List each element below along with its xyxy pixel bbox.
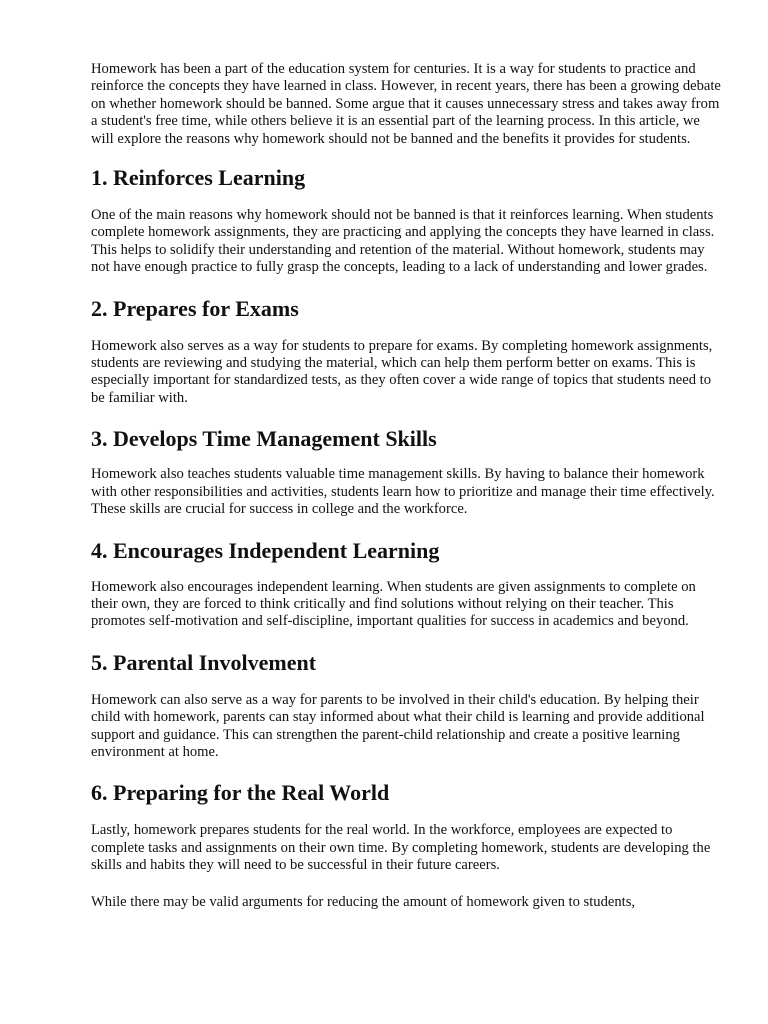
document-page: [91, 61, 723, 911]
section-heading: 6. Preparing for the Real World: [91, 780, 390, 806]
closing-paragraph: While there may be valid arguments for reducing the amount of homework given to students,: [91, 893, 636, 910]
section-heading: 4. Encourages Independent Learning: [91, 537, 440, 563]
section-independent-learning: [91, 538, 723, 631]
section-heading: 3. Develops Time Management Skills: [91, 426, 437, 452]
section-prepares-for-exams: [91, 296, 723, 408]
section-paragraph: Homework also serves as a way for students to prepare for exams. By completing homework assignments, students are reviewing and studying the material, which can help them perform better on exams. This is especially important for standardized tests, as they often cover a wide range of topics that students need to be familiar with.: [91, 337, 713, 406]
section-real-world: [91, 780, 723, 874]
intro-paragraph: Homework has been a part of the education system for centuries. It is a way for students to practice and reinforce the concepts they have learned in class. However, in recent years, there has been a growing debate on whether homework should be banned. Some argue that it causes unnecessary stress and takes away from a student's free time, while others believe it is an essential part of the learning process. In this article, we will explore the reasons why homework should not be banned and the benefits it provides for students.: [91, 61, 721, 147]
section-heading: 5. Parental Involvement: [91, 649, 317, 675]
section-paragraph: Lastly, homework prepares students for the real world. In the workforce, employees are expected to complete tasks and assignments on their own time. By completing homework, students are developing the skills and habits they will need to be successful in their future careers.: [91, 822, 711, 874]
section-heading: 2. Prepares for Exams: [91, 295, 299, 321]
section-paragraph: One of the main reasons why homework should not be banned is that it reinforces learning. When students complete homework assignments, they are practicing and applying the concepts they have learned in class. This helps to solidify their understanding and retention of the material. Without homework, students may not have enough practice to fully grasp the concepts, leading to a lack of understanding and lower grades.: [91, 207, 715, 276]
section-heading: 1. Reinforces Learning: [91, 165, 306, 191]
section-paragraph: Homework also encourages independent learning. When students are given assignments to complete on their own, they are forced to think critically and find solutions without relying on their teacher. This promotes self-motivation and self-discipline, important qualities for success in academics and beyond.: [91, 578, 696, 630]
section-parental-involvement: [91, 650, 723, 762]
section-paragraph: Homework can also serve as a way for parents to be involved in their child's education. By helping their child with homework, parents can stay informed about what their child is learning and provide additional support and guidance. This can strengthen the parent-child relationship and create a positive learning environment at home.: [91, 691, 705, 760]
section-time-management: [91, 426, 723, 518]
section-reinforces-learning: [91, 165, 723, 277]
section-paragraph: Homework also teaches students valuable time management skills. By having to balance their homework with other responsibilities and activities, students learn how to prioritize and manage their time effectively. These skills are crucial for success in college and the workforce.: [91, 466, 715, 518]
